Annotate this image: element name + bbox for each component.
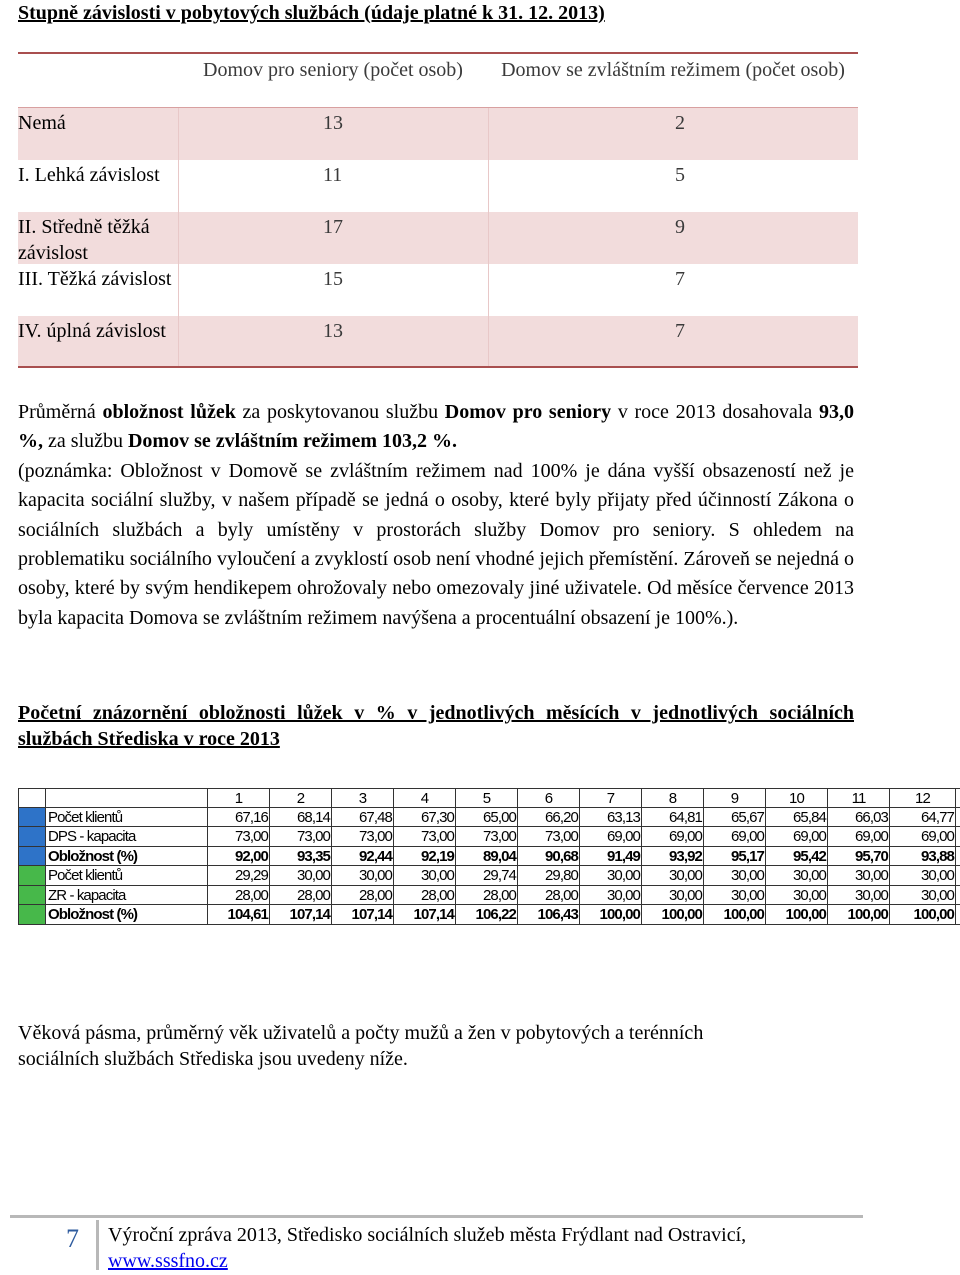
- marker-empty: [18, 789, 46, 807]
- table-cell: 64,77: [890, 808, 956, 827]
- table-cell: 28,00: [394, 886, 456, 905]
- table-cell: 30,00: [828, 886, 890, 905]
- age-groups-paragraph: Věková pásma, průměrný věk uživatelů a počty mužů a žen v pobytových a terénních sociálních službách Střediska jsou uvedeny níže.: [18, 1022, 704, 1070]
- table-cell: 28,00: [270, 886, 332, 905]
- table-cell: 91,49: [580, 847, 642, 866]
- table-cell: 92,19: [394, 847, 456, 866]
- table-cell: 73,00: [208, 827, 270, 846]
- table-row: [18, 212, 858, 264]
- row-label: ZR - kapacita: [46, 886, 208, 905]
- row-value-special: 5: [488, 160, 858, 212]
- para-bold: obložnost lůžek: [102, 401, 236, 423]
- table-row: [18, 905, 960, 925]
- header-domov-zvlastni-rezim: Domov se zvláštním režimem (počet osob): [501, 59, 845, 81]
- table-cell: 30,00: [642, 886, 704, 905]
- table-cell: 69,00: [890, 827, 956, 846]
- occupancy-body: [18, 808, 960, 925]
- para-text: Průměrná: [18, 401, 103, 423]
- row-label: Obložnost (%): [46, 905, 208, 924]
- para-bold: Domov pro seniory: [444, 401, 612, 423]
- header-domov-pro-seniory: Domov pro seniory (počet osob): [203, 59, 463, 81]
- table-cell: 30,00: [704, 866, 766, 885]
- row-label: I. Lehká závislost: [18, 164, 160, 186]
- occupancy-paragraph: [18, 398, 854, 633]
- service-color-marker: [18, 886, 46, 905]
- table-cell: 67,16: [208, 808, 270, 827]
- table-row: [18, 827, 960, 847]
- table-cell: 30,00: [394, 866, 456, 885]
- table-cell: 69,00: [580, 827, 642, 846]
- row-value-seniors: 17: [178, 212, 488, 264]
- service-color-marker: [18, 847, 46, 866]
- table-row: [18, 316, 858, 368]
- table-cell: 95,70: [828, 847, 890, 866]
- table-cell: 69,00: [766, 827, 828, 846]
- table-cell: 28,00: [518, 886, 580, 905]
- table-cell: 29,29: [208, 866, 270, 885]
- table-cell: 30,00: [704, 886, 766, 905]
- table-row: [18, 108, 858, 160]
- table-cell: 106,22: [456, 905, 518, 924]
- table-cell: 30,00: [642, 866, 704, 885]
- para-bold: 93,0 %,: [18, 401, 854, 453]
- footer-divider: [10, 1215, 863, 1218]
- row-label: Počet klientů: [46, 808, 208, 827]
- row-value-seniors: 13: [178, 108, 488, 160]
- table-cell: 106,43: [518, 905, 580, 924]
- table-cell: 100,00: [580, 905, 642, 924]
- table-row: [18, 808, 960, 828]
- service-color-marker: [18, 866, 46, 885]
- table-cell: 107,14: [394, 905, 456, 924]
- table-cell: 73,00: [456, 827, 518, 846]
- section-heading-dependency: Stupně závislosti v pobytových službách (údaje platné k 31. 12. 2013): [18, 2, 605, 24]
- month-header: 2: [270, 789, 332, 807]
- table-cell: 89,04: [456, 847, 518, 866]
- table-cell: 69,00: [642, 827, 704, 846]
- table-cell: 104,61: [208, 905, 270, 924]
- table-cell: 73,00: [332, 827, 394, 846]
- dependency-table-header: [18, 54, 858, 108]
- page-number: 7: [66, 1224, 79, 1253]
- para-text: v roce 2013 dosahovala: [611, 401, 819, 423]
- row-value-seniors: 11: [178, 160, 488, 212]
- table-cell: 29,74: [456, 866, 518, 885]
- label-empty: [46, 789, 208, 807]
- table-cell: 30,00: [766, 866, 828, 885]
- month-header: 3: [332, 789, 394, 807]
- month-header: 12: [890, 789, 956, 807]
- table-cell: 100,00: [642, 905, 704, 924]
- row-value-special: 9: [488, 212, 858, 264]
- month-header: 11: [828, 789, 890, 807]
- month-header: 6: [518, 789, 580, 807]
- row-value-special: 7: [488, 316, 858, 366]
- service-color-marker: [18, 905, 46, 924]
- service-color-marker: [18, 808, 46, 827]
- table-cell: 65,84: [766, 808, 828, 827]
- table-cell: 93,88: [890, 847, 956, 866]
- table-cell: 100,00: [890, 905, 956, 924]
- table-cell: 73,00: [270, 827, 332, 846]
- table-cell: 66,20: [518, 808, 580, 827]
- para-note: (poznámka: Obložnost v Domově se zvláštním režimem nad 100% je dána vyšší obsazeností než je kapacita sociální služby, v našem případě se jedná o osoby, které byly přijaty před účinností Zákona o sociálních službách a byly umístěny v prostorách služby Domov pro seniory. S ohledem na problematiku sociálního vyloučení a zvyklostí osob není vhodné jejich přemístění. Zároveň se nejedná o osoby, které by svým hendikepem ohrožovaly nebo omezovaly jiné uživatele. Od měsíce července 2013 byla kapacita Domova se zvláštním režimem navýšena a procentuální obsazení je 100%.).: [18, 459, 854, 629]
- table-cell: 30,00: [890, 866, 956, 885]
- table-cell: 67,48: [332, 808, 394, 827]
- table-cell: 73,00: [394, 827, 456, 846]
- table-cell: 66,03: [828, 808, 890, 827]
- month-header: 9: [704, 789, 766, 807]
- table-cell: 67,30: [394, 808, 456, 827]
- table-cell: 69,00: [828, 827, 890, 846]
- table-cell: 30,00: [580, 866, 642, 885]
- row-label: III. Těžká závislost: [18, 268, 172, 290]
- row-value-special: 7: [488, 264, 858, 316]
- row-label: II. Středně těžká závislost: [18, 216, 150, 264]
- table-row: [18, 264, 858, 316]
- table-cell: 65,00: [456, 808, 518, 827]
- table-row: [18, 847, 960, 867]
- table-row: [18, 886, 960, 906]
- table-cell: 100,00: [828, 905, 890, 924]
- table-cell: 30,00: [828, 866, 890, 885]
- table-cell: 92,00: [208, 847, 270, 866]
- row-label: Obložnost (%): [46, 847, 208, 866]
- table-cell: 107,14: [270, 905, 332, 924]
- table-cell: 28,00: [456, 886, 518, 905]
- month-header: 4: [394, 789, 456, 807]
- table-cell: 95,42: [766, 847, 828, 866]
- row-value-special: 2: [488, 108, 858, 160]
- table-cell: 100,00: [766, 905, 828, 924]
- table-row: [18, 160, 858, 212]
- table-cell: 64,81: [642, 808, 704, 827]
- occupancy-header-row: [18, 788, 960, 808]
- table-cell: 28,00: [332, 886, 394, 905]
- table-row: [18, 866, 960, 886]
- occupancy-table: [18, 788, 960, 925]
- table-cell: 68,14: [270, 808, 332, 827]
- table-cell: 28,00: [208, 886, 270, 905]
- footer-report-title: Výroční zpráva 2013, Středisko sociálních služeb města Frýdlant nad Ostravicí,: [108, 1224, 747, 1246]
- row-value-seniors: 13: [178, 316, 488, 366]
- row-label: Počet klientů: [46, 866, 208, 885]
- row-label: IV. úplná závislost: [18, 320, 166, 342]
- table-cell: 73,00: [518, 827, 580, 846]
- month-header: 10: [766, 789, 828, 807]
- month-header: 7: [580, 789, 642, 807]
- footer-website-link[interactable]: www.sssfno.cz: [108, 1250, 228, 1272]
- table-cell: 30,00: [332, 866, 394, 885]
- table-cell: 69,00: [704, 827, 766, 846]
- row-label: DPS - kapacita: [46, 827, 208, 846]
- month-header: 1: [208, 789, 270, 807]
- table-cell: 93,92: [642, 847, 704, 866]
- table-cell: 30,00: [270, 866, 332, 885]
- service-color-marker: [18, 827, 46, 846]
- table-cell: 30,00: [580, 886, 642, 905]
- table-cell: 93,35: [270, 847, 332, 866]
- para-bold: Domov se zvláštním režimem 103,2 %.: [127, 430, 457, 453]
- footer-vertical-bar: [96, 1220, 99, 1270]
- table-cell: 95,17: [704, 847, 766, 866]
- section-heading-occupancy: Početní znázornění obložnosti lůžek v % v jednotlivých měsících v jednotlivých sociálních službách Střediska v roce 2013: [18, 702, 854, 750]
- table-cell: 30,00: [766, 886, 828, 905]
- para-text: za poskytovanou službu: [235, 401, 445, 423]
- dependency-table: [18, 52, 858, 368]
- row-value-seniors: 15: [178, 264, 488, 316]
- table-cell: 29,80: [518, 866, 580, 885]
- month-header: 8: [642, 789, 704, 807]
- row-label: Nemá: [18, 112, 66, 134]
- table-cell: 92,44: [332, 847, 394, 866]
- table-cell: 90,68: [518, 847, 580, 866]
- header-empty-cell: [18, 54, 178, 107]
- table-cell: 100,00: [704, 905, 766, 924]
- table-cell: 30,00: [890, 886, 956, 905]
- table-cell: 107,14: [332, 905, 394, 924]
- footer-text: [108, 1222, 746, 1274]
- table-cell: 63,13: [580, 808, 642, 827]
- month-header: 5: [456, 789, 518, 807]
- para-text: za službu: [43, 430, 128, 453]
- table-cell: 65,67: [704, 808, 766, 827]
